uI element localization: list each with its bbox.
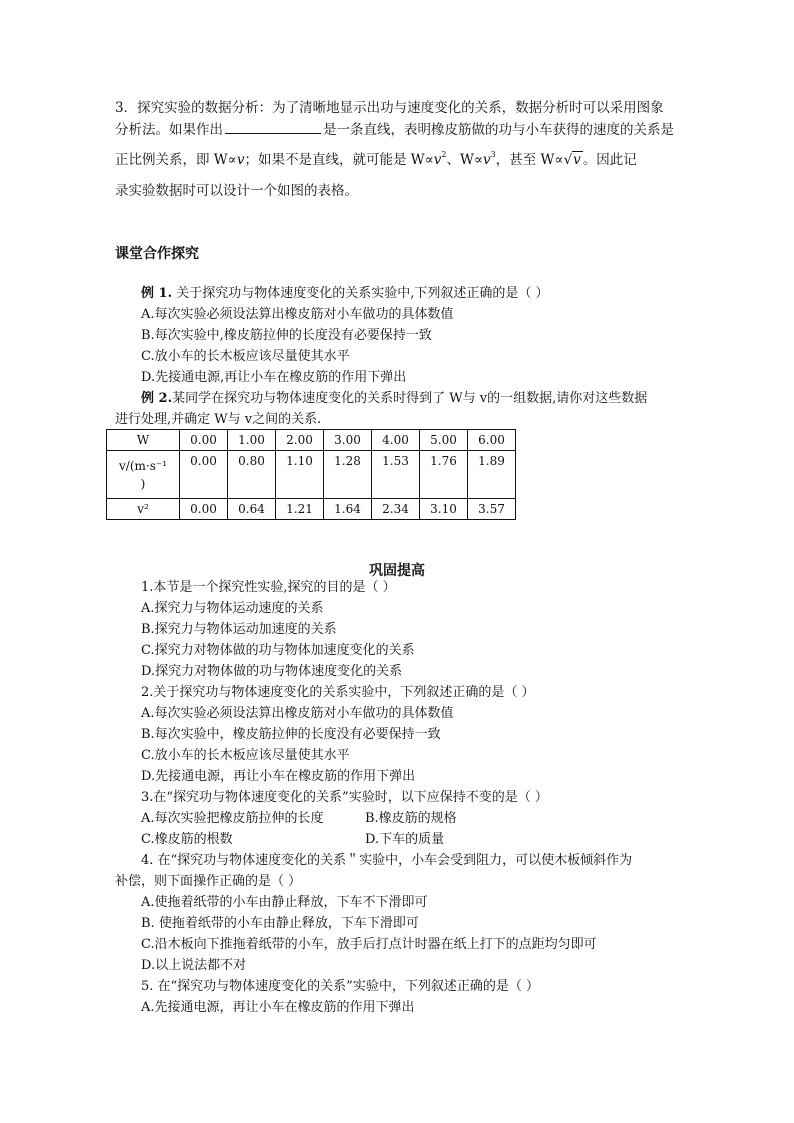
table-cell: 0.80 — [228, 451, 276, 499]
q3-option-row — [141, 809, 711, 829]
q5-option: A.先接通电源，再让小车在橡皮筋的作用下弹出 — [141, 1000, 415, 1015]
table-header-cell: W — [107, 430, 180, 451]
table-cell: 0.00 — [180, 430, 228, 451]
q4-stem-line-2: 补偿，则下面操作正确的是（ ） — [115, 874, 302, 889]
intro-line-3 — [115, 150, 685, 170]
exponent-2: 2 — [441, 149, 447, 159]
example-1-option: A.每次实验必须设法算出橡皮筋对小车做功的具体数值 — [141, 307, 454, 322]
var-v: v — [483, 152, 491, 168]
intro-line-3-c: ，甚至 W∝ — [495, 152, 564, 168]
table-cell: 1.10 — [276, 451, 324, 499]
table-cell: 4.00 — [372, 430, 420, 451]
q1-option: A.探究力与物体运动速度的关系 — [141, 601, 324, 616]
q3-option-a: A.每次实验把橡皮筋拉伸的长度 — [141, 811, 324, 826]
var-v: v — [236, 152, 245, 168]
table-cell: 5.00 — [420, 430, 468, 451]
q4-option: D.以上说法都不对 — [141, 958, 247, 973]
table-row — [107, 430, 516, 451]
q3-option-row — [141, 830, 711, 850]
intro-line-3-d: 。因此记 — [582, 152, 637, 168]
q3-option-d: D.下车的质量 — [365, 832, 445, 847]
q5-stem: 5. 在“探究功与物体速度变化的关系”实验中，下列叙述正确的是（ ） — [141, 979, 539, 994]
example-2-line-1 — [141, 389, 711, 409]
table-header-cell: v² — [107, 499, 180, 520]
example-1-option: B.每次实验中,橡皮筋拉伸的长度没有必要保持一致 — [141, 328, 432, 343]
q2-option: B.每次实验中，橡皮筋拉伸的长度没有必要保持一致 — [141, 727, 441, 742]
table-cell: 1.89 — [468, 451, 516, 499]
intro-line-3-b: ；如果不是直线，就可能是 W∝ — [244, 152, 434, 168]
q1-option: C.探究力对物体做的功与物体加速度变化的关系 — [141, 643, 415, 658]
table-cell: 6.00 — [468, 430, 516, 451]
intro-line-2-a: 分析法。如果作出 — [115, 122, 223, 138]
table-cell: 3.57 — [468, 499, 516, 520]
section-title-classroom: 课堂合作探究 — [115, 246, 199, 262]
intro-line-2-b: 是一条直线，表明橡皮筋做的功与小车获得的速度的关系是 — [323, 122, 674, 138]
table-cell: 1.21 — [276, 499, 324, 520]
q4-option: C.沿木板向下推拖着纸带的小车，放手后打点计时器在纸上打下的点距均匀即可 — [141, 937, 597, 952]
q3-option-c: C.橡皮筋的根数 — [141, 832, 233, 847]
table-row — [107, 499, 516, 520]
q4-stem-line-1: 4. 在“探究功与物体速度变化的关系＂实验中，小车会受到阻力，可以使木板倾斜作为 — [141, 853, 633, 868]
table-cell: 3.00 — [324, 430, 372, 451]
intro-line-3-a: 正比例关系，即 W∝ — [115, 152, 237, 168]
intro-line-4: 录实验数据时可以设计一个如图的表格。 — [115, 183, 358, 199]
q1-option: B.探究力与物体运动加速度的关系 — [141, 622, 337, 637]
table-cell: 0.64 — [228, 499, 276, 520]
q3-option-b: B.橡皮筋的规格 — [365, 811, 457, 826]
data-table — [106, 429, 516, 520]
example-2-text: 某同学在探究功与物体速度变化的关系时得到了 W与 v的一组数据,请你对这些数据 — [172, 391, 648, 406]
q4-option: A.使拖着纸带的小车由静止释放，下车不下滑即可 — [141, 895, 428, 910]
fill-in-blank — [225, 119, 321, 134]
q3-stem: 3.在“探究功与物体速度变化的关系”实验时，以下应保持不变的是（ ） — [141, 790, 548, 805]
var-v: v — [433, 152, 442, 168]
table-cell: 1.53 — [372, 451, 420, 499]
intro-line-1: 3．探究实验的数据分析：为了清晰地显示出功与速度变化的关系，数据分析时可以采用图象 — [115, 100, 664, 116]
q2-option: A.每次实验必须设法算出橡皮筋对小车做功的具体数值 — [141, 706, 454, 721]
table-cell: 3.10 — [420, 499, 468, 520]
table-row — [107, 451, 516, 499]
section-title-consolidate: 巩固提高 — [369, 563, 425, 579]
example-1-option: D.先接通电源,再让小车在橡皮筋的作用下弹出 — [141, 370, 407, 385]
q4-option: B. 使拖着纸带的小车由静止释放，下车下滑即可 — [141, 916, 419, 931]
intro-line-2 — [115, 119, 685, 140]
table-cell: 2.00 — [276, 430, 324, 451]
exponent-3: 3 — [490, 149, 496, 159]
table-header-cell: v/(m·s⁻¹ ) — [107, 451, 180, 499]
q2-option: D.先接通电源，再让小车在橡皮筋的作用下弹出 — [141, 769, 416, 784]
example-1-question — [141, 284, 711, 304]
q1-option: D.探究力对物体做的功与物体速度变化的关系 — [141, 664, 403, 679]
table-cell: 1.00 — [228, 430, 276, 451]
table-cell: 1.64 — [324, 499, 372, 520]
table-cell: 0.00 — [180, 451, 228, 499]
q2-stem: 2.关于探究功与物体速度变化的关系实验中，下列叙述正确的是（ ） — [141, 685, 535, 700]
example-1-text: 关于探究功与物体速度变化的关系实验中,下列叙述正确的是（ ） — [172, 286, 549, 301]
example-2-label: 例 2. — [141, 391, 173, 406]
example-1-option: C.放小车的长木板应该尽量使其水平 — [141, 349, 350, 364]
intro-sep: 、W∝ — [446, 152, 484, 168]
sqrt-symbol: √v — [563, 152, 581, 168]
table-cell: 2.34 — [372, 499, 420, 520]
table-cell: 1.28 — [324, 451, 372, 499]
table-cell: 0.00 — [180, 499, 228, 520]
example-2-line-2: 进行处理,并确定 W与 v之间的关系. — [115, 412, 322, 427]
q1-stem: 1.本节是一个探究性实验,探究的目的是（ ） — [141, 580, 396, 595]
example-1-label: 例 1. — [141, 286, 173, 301]
table-cell: 1.76 — [420, 451, 468, 499]
var-v: v — [573, 152, 581, 168]
q2-option: C.放小车的长木板应该尽量使其水平 — [141, 748, 350, 763]
